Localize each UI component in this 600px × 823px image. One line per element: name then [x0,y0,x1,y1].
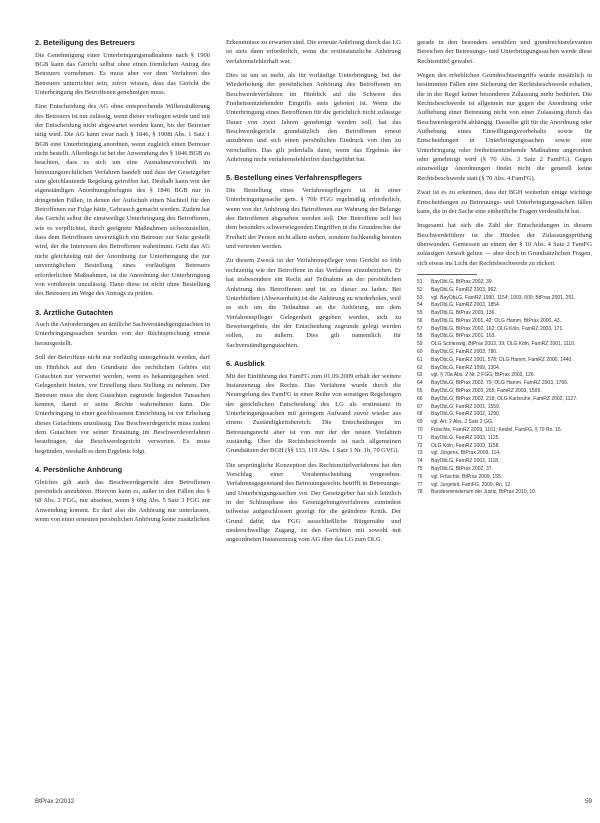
paragraph: Die Genehmigung einer Unterbringungsmaßnahme nach § 1906 BGB kann das Gericht selbst ohne einen förmlichen Antrag des Betreuers vornehmen. Es muss aber vor dem Verfahren des Betreuers unterrichtet sein, zuvor wissen, dass das Gericht die Unterbringung des Betroffenen genehmigen muss. [35,51,210,96]
paragraph: gerade in den besonders sensiblen und grundrechtsrelevanten Bereichen der Betreuungs- und Unterbringungssachen werde diese Rechtsmittel gewahrt. [417,39,592,65]
footnote-text: vgl. Art. 2 Abs. 2 Satz 2 GG. [431,419,494,426]
footnote-number: 63 [417,372,423,379]
footnote-number: 65 [417,388,423,395]
footnote-text: BayObLG, BtPrax 2002, 218; OLG Karlsruhe, FamRZ 2002, 1127. [431,395,578,402]
footnote-number: 56 [417,317,423,324]
footnote-number: 73 [417,450,423,457]
footnote-number: 71 [417,434,423,441]
footnote-number: 51 [417,278,423,285]
footnote-number: 68 [417,411,423,418]
section-heading-5: 5. Bestellung eines Verfahrenspflegers [226,173,362,183]
footnote [417,482,592,489]
footnote-number: 64 [417,380,423,387]
paragraph: Zu diesem Zweck ist der Verfahrenspfleger vom Gericht so früh rechtzeitig wie der Betroffene in das Verfahren einzubeziehen. Er hat insbesondere ein Recht auf Teilnahme an der persönlichen Anhörung des Betroffenen und ist zu dieser zu laden. Bei Unterbleiben (Abwesenheit) ist die Anhörung zu wiederholen, weil es sich um die Teilnahme an die Anhörung, um dem Verfahrenspfleger Gelegenheit gegeben werden, sich zu Beweisergebnis, die der Entscheidung zugrunde gelegt werden sollen, zu äußern. Dies gilt namentlich für Sachverständigengutachten. [226,257,401,349]
paragraph: Mit der Einführung des FamFG zum 01.09.2009 erhält der weitere Instanzenzug des Rechts. Das Verfahren wurde durch die Neuregelung des FamFG in einer Reihe von sonstigen Regelungen der gerichtlichen Entscheidung des LG als erstinstanz in Unterbringungssachen mit geringem Aufwand zuvor wieder aus einem Zuständigkeitsbereich. Die Entscheidungen im Betreuungsrecht aber ist von nur der der neuen Verfahren zuständig. Über die Rechtsbeschwerde ist nach allgemeinen Grundsätzen der BGH (§§ 133, 119 Abs. 1 Satz 1 Nr. 1b, 70 GVG). [226,372,401,455]
footnote-number: 67 [417,403,423,410]
footnote [417,302,592,309]
footnote-text: vgl. Fröschle, BtPrax 2009, 155. [431,473,503,480]
footnote-text: BayObLG, BtPrax 2003, 136. [431,310,496,317]
footnote-number: 57 [417,325,423,332]
footnote-text: OLG Köln, FamRZ 2009, 1158. [431,442,500,449]
footnote [417,404,592,411]
section-heading-2: 2. Beteiligung des Betreuers [35,38,135,47]
footnote [417,489,592,496]
footnote-text: BayObLG, BtPrax 2002, 79; OLG Hamm, FamRZ 2003, 1766. [431,380,569,387]
footnote [417,295,592,302]
footnote [417,357,592,364]
footnote [417,458,592,465]
paragraph: Auch die Anforderungen an ärztliche Sachverständigengutachten in Unterbringungssachen wurden von der Rechtsprechung erneut herausgestellt. [35,321,210,347]
footnote [417,333,592,340]
paragraph: Insgesamt hat sich die Zahl der Entscheidungen in diesem Beschwerdeführer ist die Hürden der Zulassungsprüfung überwunden. Gemessen an einem der § 10 Abs. 4 Satz 2 FamFG zulässigen Anwalt gelten — aber doch in Grundsätzlichen Fragen, sich etwas ins Licht der Rechtsbeschwerde zu rücken. [417,222,592,267]
footnote [417,279,592,286]
footnote-text: vgl. Jurgeleit, FamFG, 2009, Rn. 12. [431,481,512,488]
footnote-number: 55 [417,310,423,317]
footnote-text: Fröschle, FamRZ 2009, 1161; Keidel, FamFG, § 70 Rn. 15. [431,427,563,434]
footnote-number: 52 [417,286,423,293]
footnote-text: BayObLG, FamRZ 1999, 1304. [431,364,501,371]
footnote [417,450,592,457]
footnote-text: BayObLG, FamRZ 2003, 780. [431,349,498,356]
footnote-text: BayObLG, FamRZ 2003, 962. [431,286,498,293]
footnote-text: vgl. § 70a Abs. 2 Nr. 2 FGG; BtPrax 2002, 126. [431,372,535,379]
paragraph: Zwar ist es zu erkennen, dass der BGH weiterhin einige wichtige Entscheidungen zu Betreuungs- und Unterbringungssachen fällen kann, die in der Sache eine einheitliche Fragen verdeutlicht hat. [417,189,592,215]
footnote [417,310,592,317]
footnote-number: 59 [417,341,423,348]
footnote [417,419,592,426]
footnote [417,365,592,372]
journal-issue: BtPrax 2/2012 [35,798,75,805]
footnote [417,443,592,450]
section-heading-6: 6. Ausblick [226,358,265,368]
footnote-divider [417,274,477,275]
footnote [417,380,592,387]
paragraph: Soll der Betroffene nicht nur vorläufig untergebracht werden, darf im Hinblick auf den Grundsatz des rechtlichen Gehörs ein Gutachten nur verwertet werden, wenn es bekanntgegeben wird. Gelegenheit bieten, vor Erstellung dazu Stellung zu nehmen. Der Betreuer muss die dem Gutachten zugrunde liegenden Tatsachen kennen, damit er seine Rechte wahrnehmen kann. Die Unterbringung in einer geschlossenen Einrichtung ist vor Erholung dieses Gutachtens unzulässig. Das Beschwerdegericht muss zudem dem Gutachten vor seiner Erstattung im Beschwerdeverfahren beauftragen, das Beschwerdegericht verwerten. Es muss begründen, weshalb es dem Ergebnis folgt. [35,354,210,455]
footnote-number: 54 [417,302,423,309]
paragraph: Die ursprüngliche Konzeption des Rechtsmittelverfahrens hat den Vorschlag einer Vorabentscheidung vorgesehen. Verfahrensgegenstand des Betreuungsrechts betrifft in Betreuungs- und Unterbringungssachen vor. Der Gesetzgeber hat sich letztlich in der Schlussphase des Gesetzgebungsverfahrens zumindest teilweise aufgeschlossen gezeigt für die geänderte Kritik. Der Grund dafür, das FGG ausschließliche Bürgernähe und niederschwellige Zugang, zu den Gerichten mit sowohl mit angeordneten Instanzenzug vom AG über das LG zum OLG [226,461,401,544]
footnote-number: 75 [417,466,423,473]
text-column-left [35,38,210,529]
footnote [417,287,592,294]
footnote [417,396,592,403]
footnote-text: BayObLG, FamRZ 2003, 1125. [431,434,500,441]
paragraph: Wegen des erheblichen Grundrechtseingriffs wurde zusätzlich in bestimmten Fällen eine Sicherung der Rechtsbeschwerde erhalten, die in der Regel keiner besonderen Zulassung mehr bedürfen. Die Rechtsbeschwerde ist allgemein nur gegen die Anordnung oder Aufhebung einer Betreuung nicht von einer Zulassung durch das Beschwerdegericht abhängig. Dasselbe gilt für die Anordnung oder Aufhebung eines Einwilligungsvorbehalts sowie für Entscheidungen in Unterbringungssachen sowie eine Unterbringung oder freiheitsentziehende Maßnahme angeordnet oder genehmigt wird (§ 70 Abs. 3 Satz 2 FamFG). Gegen einstweilige Anordnungen findet nicht die generell keine Rechtsbeschwerde statt (§ 70 Abs. 4 FamFG). [417,72,592,182]
footnote [417,349,592,356]
footnote-number: 77 [417,481,423,488]
paragraph: Gleiches gilt auch das Beschwerdegericht den Betroffenen persönlich anzuhören. Hiervon kann es, außer in den Fällen des § 68 Abs. 2 FGG, nur absehen, wenn § 69g Abs. 5 Satz 3 FGG zur Anwendung kommt. Es darf also die Anhörung nur unterlassen, wenn von einer erneuten persönlichen Anhörung keine zusätzlichen [35,478,210,523]
footnote [417,474,592,481]
footnote-text: BayObLG, BtPrax 2001, 42; OLG Hamm, BtPrax 2000, 43. [431,317,562,324]
footnote-number: 70 [417,427,423,434]
section-heading-4: 4. Persönliche Anhörung [35,464,123,474]
footnote [417,326,592,333]
footnote-text: vgl. BayObLG, FamRZ 1990, 1154; 1993, 600; BtPrax 2001, 251. [431,294,576,301]
footnote-number: 72 [417,442,423,449]
footnote-number: 62 [417,364,423,371]
text-column-right [417,38,592,497]
footnote-text: Bundesministerium der Justiz, BtPrax 2010, 10. [431,489,537,496]
footnote-text: BayObLG, FamRZ 2002, 1290. [431,411,501,418]
footnote-list [417,279,592,497]
footnote-text: vgl. Jürgens, BtPrax 2009, 114. [431,450,501,457]
footnote-text: BayObLG, BtPrax 2002, 39. [431,278,493,285]
text-column-middle [226,38,401,550]
footnote-number: 58 [417,333,423,340]
footnote [417,466,592,473]
footnote-text: BayObLG, FamRZ 2003, 1854. [431,302,501,309]
footnote-number: 53 [417,294,423,301]
footnote-text: OLG Schleswig, BtPrax 2003, 39; OLG Köln, FamRZ 2001, 1110. [431,341,576,348]
footnote [417,341,592,348]
footnote-text: BayObLG, FamRZ 2002, 1118. [431,458,500,465]
footnote-number: 60 [417,349,423,356]
footnote-text: BayObLG, BtPrax 2002, 37. [431,466,493,473]
footnote-text: BayObLG, BtPrax 2002, 162; OLG Köln, FamRZ 2003, 171. [431,325,564,332]
footnote-number: 76 [417,473,423,480]
footnote-number: 69 [417,419,423,426]
footnote [417,318,592,325]
footnote-text: BayObLG, BtPrax 2003, 265; FamRZ 2003, 1599. [431,388,542,395]
footnote-number: 74 [417,458,423,465]
footnote-text: BayObLG, FamRZ 2001, 578; OLG Hamm, FamRZ 2000, 1440. [431,356,573,363]
page-footer [35,798,592,810]
footnote-number: 66 [417,395,423,402]
paragraph: Dies ist um so mehr, als für vorläufige Unterbringung, bei der Wiederholung der persönlichen Anhörung des Betroffenen im Beschwerdeverfahren im Hinblick auf die Schwere des Freiheitsentziehenden Eingriffs stets geboten ist. Wenn die Unterbringung eines Betroffenen für die gerichtlich nicht zulässige Dauer von zwei Jahren genehmigt werden soll, hat das Beschwerdegericht grundsätzlich den Betroffenen erneut anzuhören und sich einen persönlichen Eindruck von ihm zu verschaffen. Das gilt jedenfalls dann, wenn das Ergebnis der Anhörung nicht verfahrensfehlerfrei durchgeführt hat. [226,72,401,164]
footnote-text: BayObLG, BtPrax 2001, 163. [431,333,496,340]
section-heading-3: 3. Ärztliche Gutachten [35,307,114,317]
paragraph: Eine Entscheidung des AG ohne entsprechende Willensäußerung des Betreuers ist nur zulässig, wenn dieser vorliegen würde und mit der Entscheidung nicht abgewartet werden kann, bis der Betreuer tätig wird. Die AG kann zwar nach § 1846, § 1908i Abs. 1 Satz 1 BGB eine Unterbringung anordnen, wenn zugleich einen Betreuer nicht bestellt. Allerdings ist bei der Anwendung des § 1846 BGB zu beachten, dass es sich um eine Ausnahmevorschrift im betreuungsrechtlichen Verfahren handelt und dass der Gesetzgeber eine gleichlautende Regelung getroffen hat. Deshalb kann von der eigenständigen Anordnungsbefugnis des § 1846 BGB nur in dringenden Fällen, in denen der Aufschub einen Nachteil für den Betroffenen zur Folge hätte, Gebrauch gemacht werden. Zudem hat das Gericht selbst die einstweilige Unterbringung des Betroffenen, wie es verpflichtet, durch geeignete Maßnahmen sicherzustellen, dass dem Betroffenen unverzüglich ein Betreuer zur Seite gestellt wird, der die Interessen des Betroffenen wahrnimmt. Geht das AG nicht gleichzeitig mit der Anordnung zur Unterbringung die zur unverzüglichen Bestellung eines vorläufigen Betreuers erforderlichen Maßnahmen, ist die Anordnung der Unterbringung von vornherein unzulässig. Dann diese ist nicht ohne Bestellung des Betreuers im Wege des Antrags zu prüfen. [35,103,210,298]
footnote [417,427,592,434]
footnote [417,388,592,395]
footnote-number: 61 [417,356,423,363]
footnote-number: 78 [417,489,423,496]
footnote [417,411,592,418]
footnote [417,372,592,379]
footnote [417,435,592,442]
page-number: 59 [585,798,592,805]
footnote-text: BayObLG, FamRZ 2001, 1559. [431,403,501,410]
paragraph: Die Bestellung eines Verfahrenspflegers ist in einer Unterbringungssache gem. § 70b FGG regelmäßig erforderlich, wenn von der Anhörung des Betroffenen zur Wahrung der Belange des Betroffenen abgesehen werden soll. Der Betroffene soll bei dem besonders schwerwiegenden Eingriffen in die Grundrechte der Freiheit der Person nicht allein stehen, sondern fachkundig beraten und vertreten werden. [226,187,401,251]
paragraph: Erkenntnisse zu erwarten sind. Die erneute Anhörung durch das LG ist stets dann erforderlich, wenn die erstinstanzliche Anhörung verfahrensfehlerhaft war. [226,39,401,65]
